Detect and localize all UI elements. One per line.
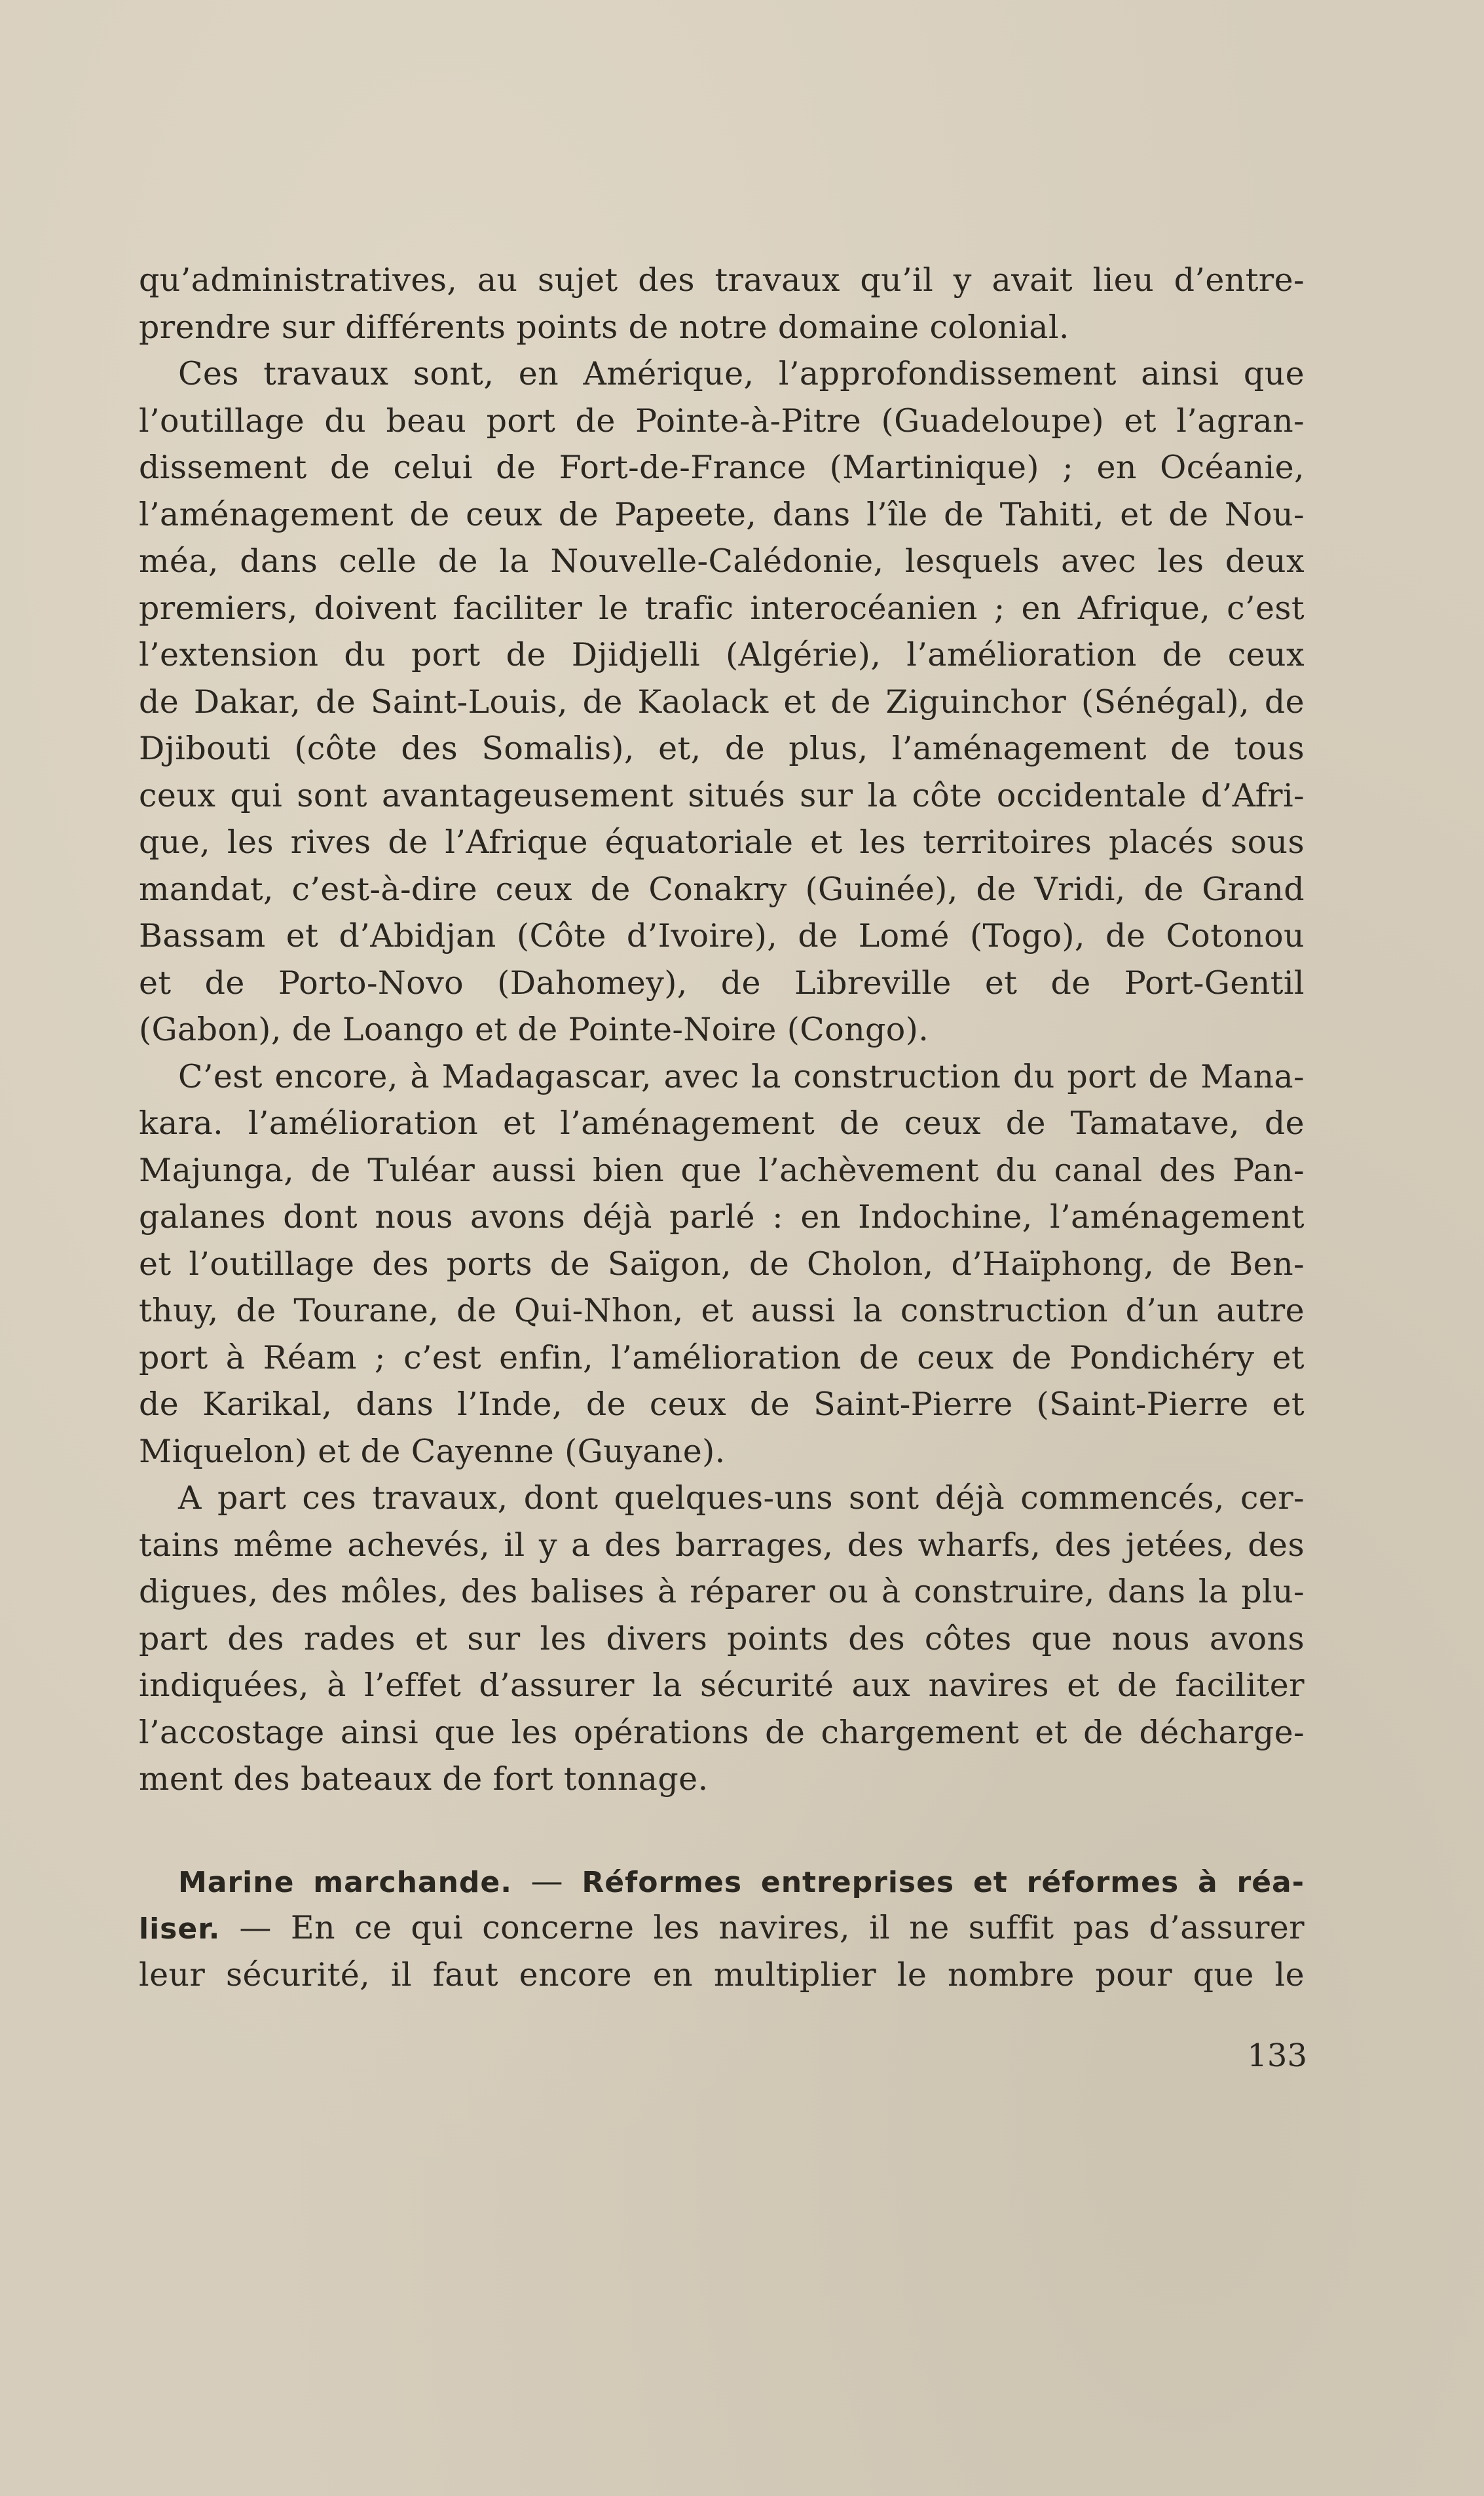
section-heading-line (139, 1858, 1305, 1905)
text-line: Djibouti (côte des Somalis), et, de plus, l’aménagement de tous (139, 730, 1305, 767)
text-line: méa, dans celle de la Nouvelle-Calédonie, lesquels avec les deux (139, 542, 1305, 580)
text-line: et l’outillage des ports de Saïgon, de Cholon, d’Haïphong, de Ben- (139, 1245, 1305, 1283)
text-line: Bassam et d’Abidjan (Côte d’Ivoire), de Lomé (Togo), de Cotonou (139, 917, 1305, 955)
text-line: thuy, de Tourane, de Qui-Nhon, et aussi la construction d’un autre (139, 1292, 1305, 1329)
body-text (139, 257, 1305, 1998)
text-line: Miquelon) et de Cayenne (Guyane). (139, 1432, 726, 1470)
text-line: l’outillage du beau port de Pointe-à-Pitre (Guadeloupe) et l’agran- (139, 402, 1305, 440)
text-line: A part ces travaux, dont quelques-uns sont déjà commencés, cer- (178, 1479, 1305, 1517)
text-line: premiers, doivent faciliter le trafic interocéanien ; en Afrique, c’est (139, 589, 1305, 627)
section-heading: Marine marchande. (178, 1865, 512, 1899)
text-fragment: — En ce qui concerne les navires, il ne suffit pas d’assurer (220, 1909, 1305, 1946)
text-line: l’aménagement de ceux de Papeete, dans l’île de Tahiti, et de Nou- (139, 495, 1305, 533)
page-number: 133 (1247, 2037, 1307, 2074)
text-line: galanes dont nous avons déjà parlé : en Indochine, l’aménagement (139, 1198, 1305, 1236)
heading-dash: — (530, 1862, 563, 1900)
text-line: qu’administratives, au sujet des travaux qu’il y avait lieu d’entre- (139, 261, 1305, 299)
text-line: de Karikal, dans l’Inde, de ceux de Saint-Pierre (Saint-Pierre et (139, 1386, 1305, 1423)
text-line: tains même achevés, il y a des barrages, des wharfs, des jetées, des (139, 1526, 1305, 1564)
text-line: part des rades et sur les divers points des côtes que nous avons (139, 1619, 1305, 1657)
text-line: de Dakar, de Saint-Louis, de Kaolack et de Ziguinchor (Sénégal), de (139, 683, 1305, 721)
text-line: C’est encore, à Madagascar, avec la construction du port de Mana- (178, 1057, 1305, 1095)
text-line: dissement de celui de Fort-de-France (Martinique) ; en Océanie, (139, 449, 1305, 486)
text-line: que, les rives de l’Afrique équatoriale et les territoires placés sous (139, 823, 1305, 861)
section-heading-subtitle-end: liser. (139, 1912, 221, 1946)
text-line: Ces travaux sont, en Amérique, l’approfondissement ainsi que (178, 355, 1305, 392)
text-line: indiquées, à l’effet d’assurer la sécurité aux navires et de faciliter (139, 1667, 1305, 1704)
text-line: ceux qui sont avantageusement situés sur la côte occidentale d’Afri- (139, 776, 1305, 814)
text-line: mandat, c’est-à-dire ceux de Conakry (Guinée), de Vridi, de Grand (139, 870, 1305, 908)
section-gap (139, 1803, 1305, 1858)
text-line (139, 1904, 1305, 1952)
text-line: l’accostage ainsi que les opérations de chargement et de décharge- (139, 1713, 1305, 1751)
text-line: ment des bateaux de fort tonnage. (139, 1760, 709, 1798)
text-line: kara. l’amélioration et l’aménagement de ceux de Tamatave, de (139, 1105, 1305, 1142)
text-line: digues, des môles, des balises à réparer ou à construire, dans la plu- (139, 1573, 1305, 1610)
text-line: l’extension du port de Djidjelli (Algérie), l’amélioration de ceux (139, 636, 1305, 673)
text-line: (Gabon), de Loango et de Pointe-Noire (Congo). (139, 1011, 929, 1048)
text-line: Majunga, de Tuléar aussi bien que l’achèvement du canal des Pan- (139, 1151, 1305, 1189)
text-line: leur sécurité, il faut encore en multiplier le nombre pour que le (139, 1956, 1305, 1994)
text-line: port à Réam ; c’est enfin, l’amélioration de ceux de Pondichéry et (139, 1338, 1305, 1376)
section-heading-subtitle: Réformes entreprises et réformes à réa- (582, 1865, 1305, 1899)
text-line: prendre sur différents points de notre domaine colonial. (139, 308, 1069, 346)
text-line: et de Porto-Novo (Dahomey), de Libreville et de Port-Gentil (139, 964, 1305, 1002)
